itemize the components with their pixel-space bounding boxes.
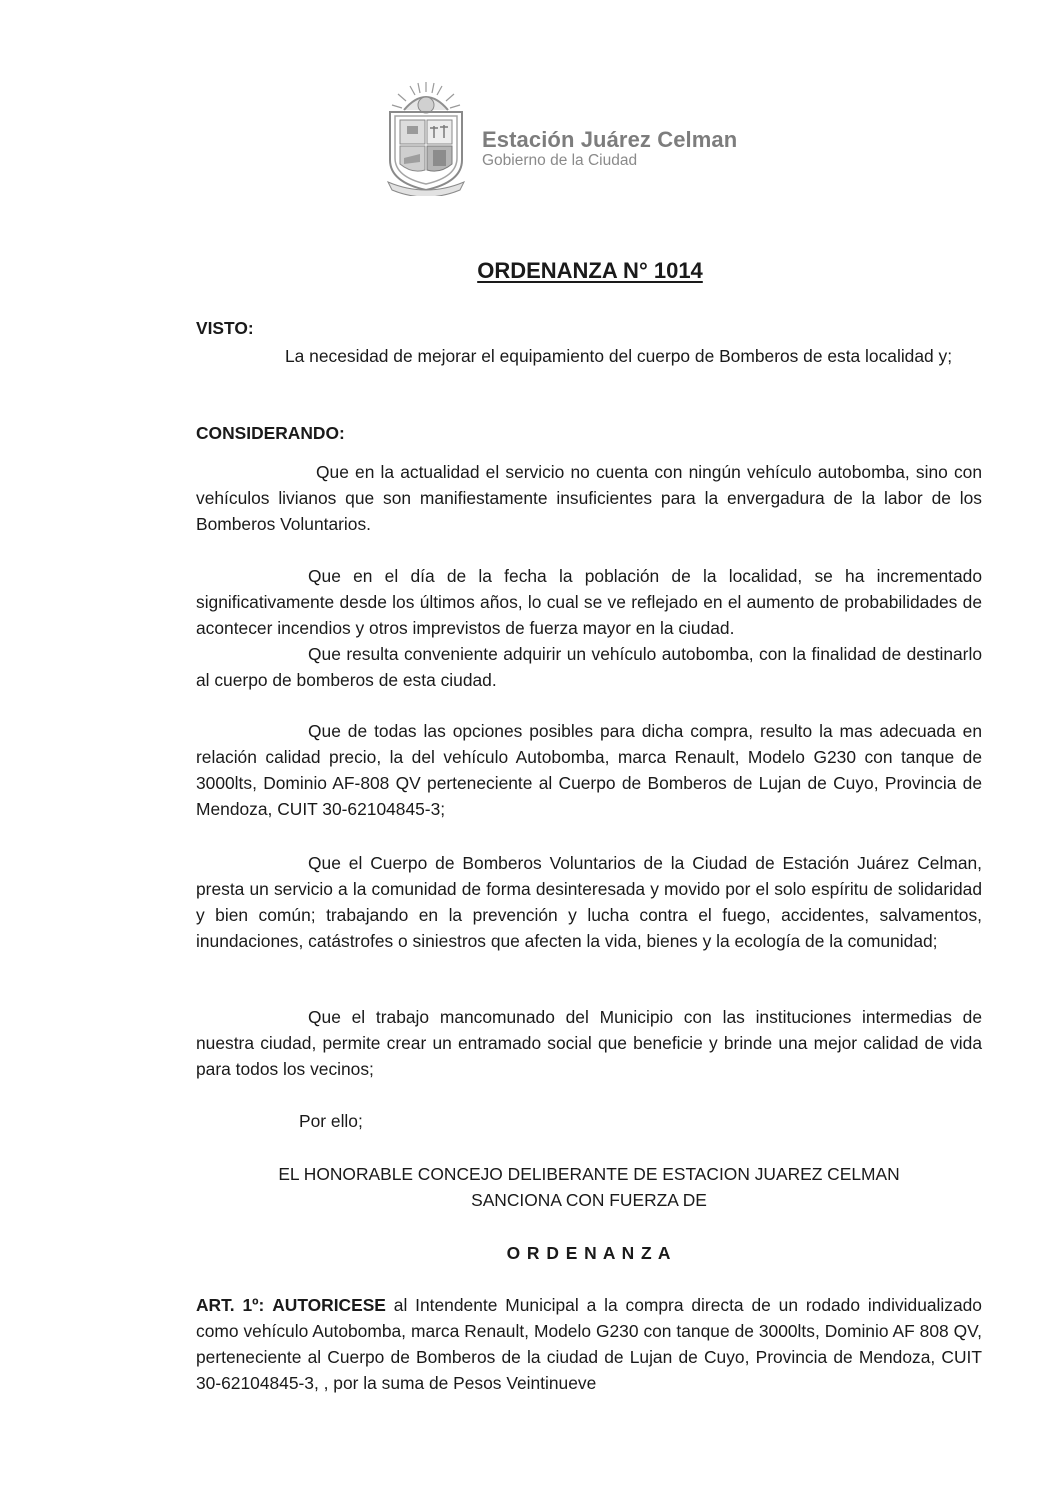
sanciona-line-1: EL HONORABLE CONCEJO DELIBERANTE DE ESTACION JUAREZ CELMAN — [278, 1164, 900, 1184]
article-1-keyword: AUTORICESE — [272, 1295, 386, 1315]
article-1-label: ART. 1º: — [196, 1295, 265, 1315]
org-subtitle: Gobierno de la Ciudad — [482, 152, 638, 169]
org-name: Estación Juárez Celman — [482, 127, 738, 152]
considerando-paragraph-6 — [196, 1004, 982, 1082]
paragraph-text: Que resulta conveniente adquirir un vehículo autobomba, con la finalidad de destinarlo al cuerpo de bomberos de esta ciudad. — [196, 644, 982, 690]
considerando-paragraph-5 — [196, 850, 982, 954]
letterhead — [380, 78, 780, 198]
municipal-seal-icon — [380, 78, 472, 196]
sanciona-line-2: SANCIONA CON FUERZA DE — [471, 1190, 707, 1210]
paragraph-text: Que en la actualidad el servicio no cuenta con ningún vehículo autobomba, sino con vehículos livianos que son manifiestamente insuficientes para la envergadura de la labor de los Bomberos Voluntarios. — [196, 462, 982, 534]
brand-block — [482, 128, 737, 170]
article-1-text: al Intendente Municipal a la compra directa de un rodado individualizado como vehículo Autobomba, marca Renault, Modelo G230 con tanque de 3000lts, Dominio AF 808 QV, perteneciente al Cuerpo de Bomberos de la ciudad de Lujan de Cuyo, Provincia de Mendoza, CUIT 30-62104845-3, , por la suma de Pesos Veintinueve — [196, 1295, 982, 1393]
paragraph-text: Que el Cuerpo de Bomberos Voluntarios de la Ciudad de Estación Juárez Celman, presta un servicio a la comunidad de forma desinteresada y movido por el solo espíritu de solidaridad y bien común; trabajando en la prevención y lucha contra el fuego, accidentes, salvamentos, inundaciones, catástrofes o siniestros que afecten la vida, bienes y la ecología de la comunidad; — [196, 853, 982, 951]
considerando-paragraph-3 — [196, 641, 982, 693]
document-title: ORDENANZA N° 1014 — [477, 258, 703, 283]
ordenanza-heading: O R D E N A N Z A — [506, 1243, 672, 1263]
visto-text — [196, 343, 982, 369]
article-1 — [196, 1292, 982, 1396]
article-1-paragraph — [196, 1292, 982, 1396]
visto-paragraph: La necesidad de mejorar el equipamiento del cuerpo de Bomberos de esta localidad y; — [285, 346, 953, 366]
paragraph-text: Que el trabajo mancomunado del Municipio con las instituciones intermedias de nuestra ciudad, permite crear un entramado social que beneficie y brinde una mejor calidad de vida para todos los vecinos; — [196, 1007, 982, 1079]
visto-heading: VISTO: — [196, 318, 254, 338]
considerando-paragraph-2 — [196, 563, 982, 641]
por-ello: Por ello; — [299, 1111, 363, 1131]
considerando-paragraph-1 — [196, 459, 982, 537]
paragraph-text: Que en el día de la fecha la población de la localidad, se ha incrementado significativamente desde los últimos años, lo cual se ve reflejado en el aumento de probabilidades de acontecer incendios y otros imprevistos de fuerza mayor en la ciudad. — [196, 566, 982, 638]
paragraph-text: Que de todas las opciones posibles para dicha compra, resulto la mas adecuada en relación calidad precio, la del vehículo Autobomba, marca Renault, Modelo G230 con tanque de 3000lts, Dominio AF-808 QV perteneciente al Cuerpo de Bomberos de Lujan de Cuyo, Provincia de Mendoza, CUIT 30-62104845-3; — [196, 721, 982, 819]
considerando-paragraph-4 — [196, 718, 982, 822]
considerando-heading: CONSIDERANDO: — [196, 423, 345, 443]
